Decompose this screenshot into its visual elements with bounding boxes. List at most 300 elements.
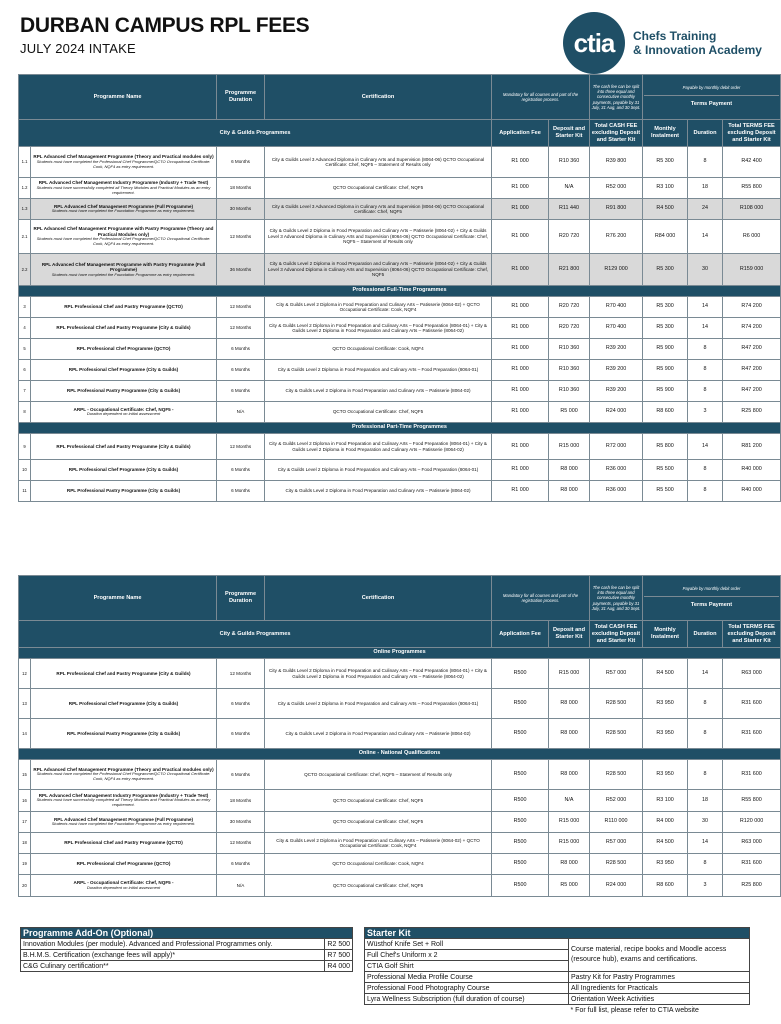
table-row <box>19 760 781 790</box>
term-duration: 8 <box>688 854 723 875</box>
term-duration: 8 <box>688 760 723 790</box>
monthly-instalment: R8 600 <box>643 402 688 423</box>
programme-note: Students must have successfully completed all Theory Modules and Practical Modules as an entry requirement. <box>36 797 211 808</box>
deposit: R8 000 <box>549 719 590 749</box>
row-number: 1.2 <box>19 178 31 199</box>
certification: City & Guilds Level 2 Diploma in Food Preparation and Culinary Arts – Patisserie (8064-02) <box>265 381 492 402</box>
programme-title: RPL Advanced Chef Management Programme (Theory and Practical modules only) <box>33 766 214 772</box>
row-number: 9 <box>19 434 31 460</box>
programme-name <box>31 659 217 689</box>
cash-fee: R28 500 <box>590 689 643 719</box>
certification: QCTO Occupational Certificate: Cook, NQF4 <box>265 339 492 360</box>
terms-fee: R55 800 <box>723 178 781 199</box>
table-row <box>19 178 781 199</box>
deposit: R20 720 <box>549 220 590 254</box>
deposit: R8 000 <box>549 460 590 481</box>
programme-name <box>31 689 217 719</box>
application-fee: R1 000 <box>492 434 549 460</box>
term-duration: 8 <box>688 460 723 481</box>
certification: QCTO Occupational Certificate: Chef, NQF5 <box>265 178 492 199</box>
col-term-duration: Duration <box>688 120 723 147</box>
term-duration: 14 <box>688 659 723 689</box>
application-fee: R1 000 <box>492 318 549 339</box>
cash-fee: R28 500 <box>590 719 643 749</box>
programme-duration: 30 Months <box>217 812 265 833</box>
certification: QCTO Occupational Certificate: Chef, NQF5 <box>265 790 492 812</box>
programme-duration: 12 Months <box>217 833 265 854</box>
cash-fee: R52 000 <box>590 178 643 199</box>
terms-payment: Terms Payment <box>690 601 733 608</box>
programme-note: Students must have completed the Professional Chef Programme/QCTO Occupational Certificate: Cook, NQF4 as entry requirement. <box>36 158 211 169</box>
addon-row <box>21 939 353 950</box>
deposit: R11 440 <box>549 199 590 220</box>
addon-title: Programme Add-On (Optional) <box>21 928 353 939</box>
programme-name <box>31 297 217 318</box>
programme-title: RPL Professional Chef Programme (QCTO) <box>76 346 171 352</box>
col-terms-fee: Total TERMS FEE excluding Deposit and Starter Kit <box>723 621 781 648</box>
col-programme-name: Programme Name <box>19 75 217 120</box>
terms-fee: R55 800 <box>723 790 781 812</box>
deposit: R5 000 <box>549 402 590 423</box>
terms-fee: R74 200 <box>723 318 781 339</box>
table-row <box>19 254 781 286</box>
certification: City & Guilds Level 3 Advanced Diploma in Culinary Arts and Supervision (8064-06) QCTO Occupational Certificate: Chef, NQF5 <box>265 199 492 220</box>
cash-fee: R39 200 <box>590 360 643 381</box>
programme-duration: 6 Months <box>217 147 265 178</box>
certification: QCTO Occupational Certificate: Chef, NQF5 <box>265 812 492 833</box>
programme-duration: 12 Months <box>217 659 265 689</box>
logo-line-2: & Innovation Academy <box>633 43 762 57</box>
term-duration: 8 <box>688 381 723 402</box>
cash-fee: R39 800 <box>590 147 643 178</box>
terms-fee: R81 200 <box>723 434 781 460</box>
col-cash-fee: Total CASH FEE excluding Deposit and Starter Kit <box>590 621 643 648</box>
certification: City & Guilds Level 2 Diploma in Food Preparation and Culinary Arts – Patisserie (8064-02) <box>265 481 492 502</box>
programme-duration: 12 Months <box>217 220 265 254</box>
terms-fee: R40 000 <box>723 460 781 481</box>
certification: City & Guilds Level 2 Diploma in Food Preparation and Culinary Arts – Food Preparation (8064-01) + City & Guilds Level 2 Diploma in Food Preparation and Culinary Arts – Patisserie (8064-02) <box>265 434 492 460</box>
term-duration: 14 <box>688 833 723 854</box>
kit-item: Professional Media Profile Course <box>365 972 569 983</box>
application-fee: R1 000 <box>492 297 549 318</box>
kit-item: Professional Food Photography Course <box>365 983 569 994</box>
row-number: 12 <box>19 659 31 689</box>
application-fee: R500 <box>492 833 549 854</box>
section-heading: Professional Full-Time Programmes <box>19 286 781 297</box>
col-deposit: Deposit and Starter Kit <box>549 120 590 147</box>
monthly-instalment: R5 900 <box>643 360 688 381</box>
programme-name <box>31 812 217 833</box>
programme-name <box>31 254 217 286</box>
row-number: 2.1 <box>19 220 31 254</box>
col-term-duration: Duration <box>688 621 723 648</box>
term-duration: 8 <box>688 147 723 178</box>
deposit: R10 360 <box>549 381 590 402</box>
row-number: 20 <box>19 875 31 897</box>
deposit: R8 000 <box>549 760 590 790</box>
addon-row <box>21 950 353 961</box>
programme-title: RPL Professional Chef and Pastry Programme (QCTO) <box>64 304 183 310</box>
term-duration: 18 <box>688 178 723 199</box>
monthly-instalment: R3 950 <box>643 760 688 790</box>
programme-title: RPL Advanced Chef Management Industry Programme (Industry + Trade Test) <box>38 180 209 186</box>
table-row <box>19 318 781 339</box>
application-fee: R1 000 <box>492 381 549 402</box>
deposit: R15 000 <box>549 659 590 689</box>
programme-note: Students must have successfully completed all Theory Modules and Practical Modules as an entry requirement. <box>36 184 211 195</box>
terms-payment: Terms Payment <box>690 100 733 107</box>
programme-name <box>31 875 217 897</box>
programme-name <box>31 360 217 381</box>
cash-fee: R52 000 <box>590 790 643 812</box>
programme-duration: 6 Months <box>217 854 265 875</box>
terms-fee: R108 000 <box>723 199 781 220</box>
cash-fee: R36 000 <box>590 481 643 502</box>
row-number: 1.1 <box>19 147 31 178</box>
row-number: 13 <box>19 689 31 719</box>
programme-duration: N/A <box>217 402 265 423</box>
term-duration: 18 <box>688 790 723 812</box>
table-row <box>19 481 781 502</box>
application-fee: R500 <box>492 854 549 875</box>
programme-name <box>31 147 217 178</box>
monthly-instalment: R4 000 <box>643 812 688 833</box>
programme-note: Students must have completed the Foundation Programme as entry requirement. <box>51 208 196 214</box>
table-row <box>19 460 781 481</box>
deposit: R5 000 <box>549 875 590 897</box>
programme-title: RPL Professional Chef Programme (City & Guilds) <box>68 467 179 473</box>
programme-name <box>31 719 217 749</box>
certification: QCTO Occupational Certificate: Chef, NQF5 <box>265 875 492 897</box>
programme-title: RPL Advanced Chef Management Programme with Pastry Programme (Theory and Practical Modules only) <box>33 226 214 237</box>
table-row <box>19 220 781 254</box>
monthly-instalment: R3 950 <box>643 719 688 749</box>
monthly-instalment: R5 900 <box>643 339 688 360</box>
addon-row <box>21 961 353 972</box>
table-row <box>19 434 781 460</box>
deposit: R10 360 <box>549 339 590 360</box>
monthly-instalment: R3 100 <box>643 790 688 812</box>
debit-terms <box>643 75 781 120</box>
monthly-instalment: R5 300 <box>643 318 688 339</box>
programme-title: RPL Professional Chef Programme (City & Guilds) <box>68 700 179 706</box>
col-duration: Programme Duration <box>217 576 265 621</box>
programme-name <box>31 402 217 423</box>
certification: City & Guilds Level 2 Diploma in Food Preparation and Culinary Arts – Food Preparation (8064-01) <box>265 360 492 381</box>
programme-title: RPL Advanced Chef Management Programme (Theory and Practical modules only) <box>33 154 214 160</box>
monthly-instalment: R5 300 <box>643 297 688 318</box>
monthly-instalment: R3 100 <box>643 178 688 199</box>
cash-fee: R110 000 <box>590 812 643 833</box>
row-number: 2.2 <box>19 254 31 286</box>
logo-line-1: Chefs Training <box>633 29 717 43</box>
kit-item: Pastry Kit for Pastry Programmes <box>569 972 750 983</box>
row-number: 17 <box>19 812 31 833</box>
addon-table <box>20 927 353 972</box>
application-fee: R1 000 <box>492 147 549 178</box>
row-number: 5 <box>19 339 31 360</box>
terms-fee: R6 000 <box>723 220 781 254</box>
programme-name <box>31 199 217 220</box>
logo-mark: ctia <box>563 12 625 74</box>
programme-title: RPL Advanced Chef Management Industry Programme (Industry + Trade Test) <box>38 792 209 798</box>
programme-duration: 12 Months <box>217 434 265 460</box>
monthly-instalment: R5 300 <box>643 147 688 178</box>
monthly-instalment: R3 950 <box>643 854 688 875</box>
col-monthly: Monthly Instalment <box>643 621 688 648</box>
programme-duration: 6 Months <box>217 481 265 502</box>
programme-duration: 6 Months <box>217 760 265 790</box>
note-mandatory: Mandatory for all courses and part of the registration process. <box>492 75 590 120</box>
certification: City & Guilds Level 2 Diploma in Food Preparation and Culinary Arts – Food Preparation (8064-01) <box>265 460 492 481</box>
row-number: 11 <box>19 481 31 502</box>
certification: City & Guilds Level 2 Diploma in Food Preparation and Culinary Arts – Food Preparation (8064-01) + City & Guilds Level 2 Diploma in Food Preparation and Culinary Arts – Patisserie (8064-02) <box>265 318 492 339</box>
programme-duration: 18 Months <box>217 178 265 199</box>
programme-note: Students must have completed the Professional Chef Programme/QCTO Occupational Certificate: Cook, NQF4 as entry requirement. <box>36 236 211 246</box>
terms-fee: R31 600 <box>723 760 781 790</box>
monthly-instalment: R3 950 <box>643 689 688 719</box>
cash-fee: R70 400 <box>590 297 643 318</box>
term-duration: 3 <box>688 875 723 897</box>
deposit: R21 800 <box>549 254 590 286</box>
deposit: N/A <box>549 790 590 812</box>
terms-fee: R120 000 <box>723 812 781 833</box>
programme-name <box>31 460 217 481</box>
table-row <box>19 381 781 402</box>
programme-name <box>31 220 217 254</box>
programme-title: RPL Advanced Chef Management Programme with Pastry Programme (Full Programme) <box>41 261 206 273</box>
term-duration: 30 <box>688 812 723 833</box>
programme-title: RPL Professional Pastry Programme (City & Guilds) <box>66 388 181 394</box>
table-row <box>19 875 781 897</box>
certification: City & Guilds Level 2 Diploma in Food Preparation and Culinary Arts – Food Preparation (8064-01) <box>265 689 492 719</box>
cash-fee: R70 400 <box>590 318 643 339</box>
fees-table-1 <box>18 74 781 502</box>
programme-name <box>31 760 217 790</box>
programme-duration: 6 Months <box>217 360 265 381</box>
table-row <box>19 147 781 178</box>
col-programme-name: Programme Name <box>19 576 217 621</box>
application-fee: R500 <box>492 719 549 749</box>
col-deposit: Deposit and Starter Kit <box>549 621 590 648</box>
kit-item: Lyra Wellness Subscription (full duration of course) <box>365 994 569 1005</box>
monthly-instalment: R5 800 <box>643 434 688 460</box>
monthly-instalment: R5 900 <box>643 381 688 402</box>
row-number: 15 <box>19 760 31 790</box>
programme-title: RPL Professional Chef and Pastry Programme (City & Guilds) <box>56 443 191 449</box>
col-monthly: Monthly Instalment <box>643 120 688 147</box>
note-debit: Payable by monthly debit order <box>644 81 779 95</box>
terms-fee: R31 600 <box>723 854 781 875</box>
cash-fee: R28 500 <box>590 760 643 790</box>
note-debit: Payable by monthly debit order <box>644 582 779 596</box>
deposit: R20 720 <box>549 318 590 339</box>
cash-fee: R28 500 <box>590 854 643 875</box>
kit-item: Orientation Week Activities <box>569 994 750 1005</box>
certification: City & Guilds Level 2 Diploma in Food Preparation and Culinary Arts – Patisserie (8064-02) <box>265 719 492 749</box>
col-duration: Programme Duration <box>217 75 265 120</box>
note-cash: The cash fee can be split into three equal and consecutive monthly payments, payable by 31 July, 31 Aug, and 30 Sept. <box>590 576 643 621</box>
cash-fee: R24 000 <box>590 875 643 897</box>
application-fee: R1 000 <box>492 178 549 199</box>
application-fee: R1 000 <box>492 360 549 381</box>
starter-kit-title: Starter Kit <box>365 928 750 939</box>
term-duration: 8 <box>688 481 723 502</box>
deposit: R8 000 <box>549 689 590 719</box>
addon-price: R7 500 <box>325 950 353 961</box>
programme-name <box>31 178 217 199</box>
programme-name <box>31 854 217 875</box>
table-row <box>19 297 781 318</box>
page-header <box>20 14 309 56</box>
programme-name <box>31 434 217 460</box>
table-row <box>19 689 781 719</box>
certification: City & Guilds Level 2 Diploma in Food Preparation and Culinary Arts – Patisserie (8064-02) + QCTO Occupational Certificate: Cook, NQF4 <box>265 297 492 318</box>
deposit: R15 000 <box>549 833 590 854</box>
programme-title: RPL Professional Pastry Programme (City & Guilds) <box>66 488 181 494</box>
programme-name <box>31 381 217 402</box>
table-row <box>19 402 781 423</box>
programme-title: RPL Professional Chef Programme (QCTO) <box>76 861 171 867</box>
row-number: 18 <box>19 833 31 854</box>
row-number: 19 <box>19 854 31 875</box>
monthly-instalment: R4 500 <box>643 199 688 220</box>
deposit: R8 000 <box>549 481 590 502</box>
application-fee: R500 <box>492 790 549 812</box>
table-row <box>19 339 781 360</box>
kit-footnote: * For full list, please refer to CTIA website <box>570 1006 699 1014</box>
certification: City & Guilds Level 2 Diploma in Food Preparation and Culinary Arts – Patisserie (8064-02) + City & Guilds Level 3 Advanced Diploma in Culinary Arts and Supervision (8064-06) QCTO Occupational Certificate: Chef, NQF5 – Statement of Results only <box>265 220 492 254</box>
certification: QCTO Occupational Certificate: Chef, NQF5 <box>265 402 492 423</box>
col-certification: Certification <box>265 75 492 120</box>
programme-note: Duration dependent on initial assessment <box>86 411 161 417</box>
monthly-instalment: R84 000 <box>643 220 688 254</box>
programme-title: ARPL - Occupational Certificate: Chef, NQF5 - <box>73 880 174 886</box>
programme-duration: 6 Months <box>217 719 265 749</box>
page-title: DURBAN CAMPUS RPL FEES <box>20 14 310 37</box>
programme-duration: 6 Months <box>217 381 265 402</box>
term-duration: 8 <box>688 719 723 749</box>
ctia-logo <box>563 12 762 74</box>
monthly-instalment: R4 500 <box>643 833 688 854</box>
programme-title: RPL Professional Chef and Pastry Programme (QCTO) <box>64 840 183 846</box>
section-heading: Professional Part-Time Programmes <box>19 423 781 434</box>
col-application-fee: Application Fee <box>492 621 549 648</box>
row-number: 14 <box>19 719 31 749</box>
programme-name <box>31 790 217 812</box>
section-heading: Online - National Qualifications <box>19 749 781 760</box>
programme-title: RPL Advanced Chef Management Programme (Full Programme) <box>53 203 194 209</box>
term-duration: 8 <box>688 339 723 360</box>
cash-fee: R91 800 <box>590 199 643 220</box>
terms-fee: R31 600 <box>723 719 781 749</box>
city-guilds-heading: City & Guilds Programmes <box>19 120 492 147</box>
terms-fee: R40 000 <box>723 481 781 502</box>
cash-fee: R72 000 <box>590 434 643 460</box>
col-application-fee: Application Fee <box>492 120 549 147</box>
programme-name <box>31 833 217 854</box>
table-row <box>19 659 781 689</box>
programme-name <box>31 339 217 360</box>
programme-title: RPL Professional Pastry Programme (City & Guilds) <box>66 730 181 736</box>
row-number: 10 <box>19 460 31 481</box>
deposit: R15 000 <box>549 434 590 460</box>
application-fee: R1 000 <box>492 402 549 423</box>
starter-kit-table <box>364 927 750 1016</box>
certification: City & Guilds Level 2 Diploma in Food Preparation and Culinary Arts – Food Preparation (8064-01) + City & Guilds Level 2 Diploma in Food Preparation and Culinary Arts – Patisserie (8064-02) <box>265 659 492 689</box>
programme-note: Students must have completed the Professional Chef Programme/QCTO Occupational Certificate: Cook, NQF4 as entry requirement. <box>36 771 211 782</box>
programme-title: RPL Professional Chef Programme (City & Guilds) <box>68 367 179 373</box>
term-duration: 14 <box>688 318 723 339</box>
programme-title: RPL Professional Chef and Pastry Programme (City & Guilds) <box>56 670 191 676</box>
addon-price: R2 500 <box>325 939 353 950</box>
kit-course-material: Course material, recipe books and Moodle access (resource hub), exams and certifications. <box>569 939 750 972</box>
terms-fee: R47 200 <box>723 339 781 360</box>
row-number: 7 <box>19 381 31 402</box>
application-fee: R1 000 <box>492 220 549 254</box>
addon-price: R4 000 <box>325 961 353 972</box>
terms-fee: R159 000 <box>723 254 781 286</box>
application-fee: R1 000 <box>492 481 549 502</box>
row-number: 1.3 <box>19 199 31 220</box>
terms-fee: R31 600 <box>723 689 781 719</box>
application-fee: R500 <box>492 875 549 897</box>
term-duration: 30 <box>688 254 723 286</box>
addon-label: Innovation Modules (per module). Advanced and Professional Programmes only. <box>21 939 325 950</box>
application-fee: R500 <box>492 659 549 689</box>
monthly-instalment: R5 300 <box>643 254 688 286</box>
note-cash: The cash fee can be split into three equal and consecutive monthly payments, payable by 31 July, 31 Aug, and 30 Sept. <box>590 75 643 120</box>
terms-fee: R63 000 <box>723 833 781 854</box>
kit-item: All Ingredients for Practicals <box>569 983 750 994</box>
terms-fee: R47 200 <box>723 360 781 381</box>
programme-duration: 12 Months <box>217 297 265 318</box>
kit-item: Wüsthof Knife Set + Roll <box>365 939 569 950</box>
cash-fee: R57 000 <box>590 659 643 689</box>
term-duration: 14 <box>688 434 723 460</box>
programme-name <box>31 481 217 502</box>
cash-fee: R24 000 <box>590 402 643 423</box>
table-row <box>19 812 781 833</box>
programme-duration: N/A <box>217 875 265 897</box>
application-fee: R500 <box>492 760 549 790</box>
term-duration: 14 <box>688 220 723 254</box>
logo-text <box>633 29 762 57</box>
section-heading: Online Programmes <box>19 648 781 659</box>
terms-fee: R42 400 <box>723 147 781 178</box>
programme-title: RPL Advanced Chef Management Programme (Full Programme) <box>53 816 194 822</box>
deposit: R15 000 <box>549 812 590 833</box>
col-certification: Certification <box>265 576 492 621</box>
deposit: R8 000 <box>549 854 590 875</box>
term-duration: 8 <box>688 360 723 381</box>
table-row <box>19 719 781 749</box>
terms-fee: R47 200 <box>723 381 781 402</box>
row-number: 16 <box>19 790 31 812</box>
deposit: R10 360 <box>549 147 590 178</box>
programme-duration: 36 Months <box>217 254 265 286</box>
certification: QCTO Occupational Certificate: Chef, NQF5 – Statement of Results only <box>265 760 492 790</box>
col-cash-fee: Total CASH FEE excluding Deposit and Starter Kit <box>590 120 643 147</box>
col-terms-fee: Total TERMS FEE excluding Deposit and Starter Kit <box>723 120 781 147</box>
cash-fee: R76 200 <box>590 220 643 254</box>
row-number: 8 <box>19 402 31 423</box>
programme-note: Duration dependent on initial assessment <box>86 884 161 890</box>
programme-title: ARPL - Occupational Certificate: Chef, NQF5 - <box>73 406 174 412</box>
kit-item: CTIA Golf Shirt <box>365 961 569 972</box>
term-duration: 3 <box>688 402 723 423</box>
deposit: R20 720 <box>549 297 590 318</box>
